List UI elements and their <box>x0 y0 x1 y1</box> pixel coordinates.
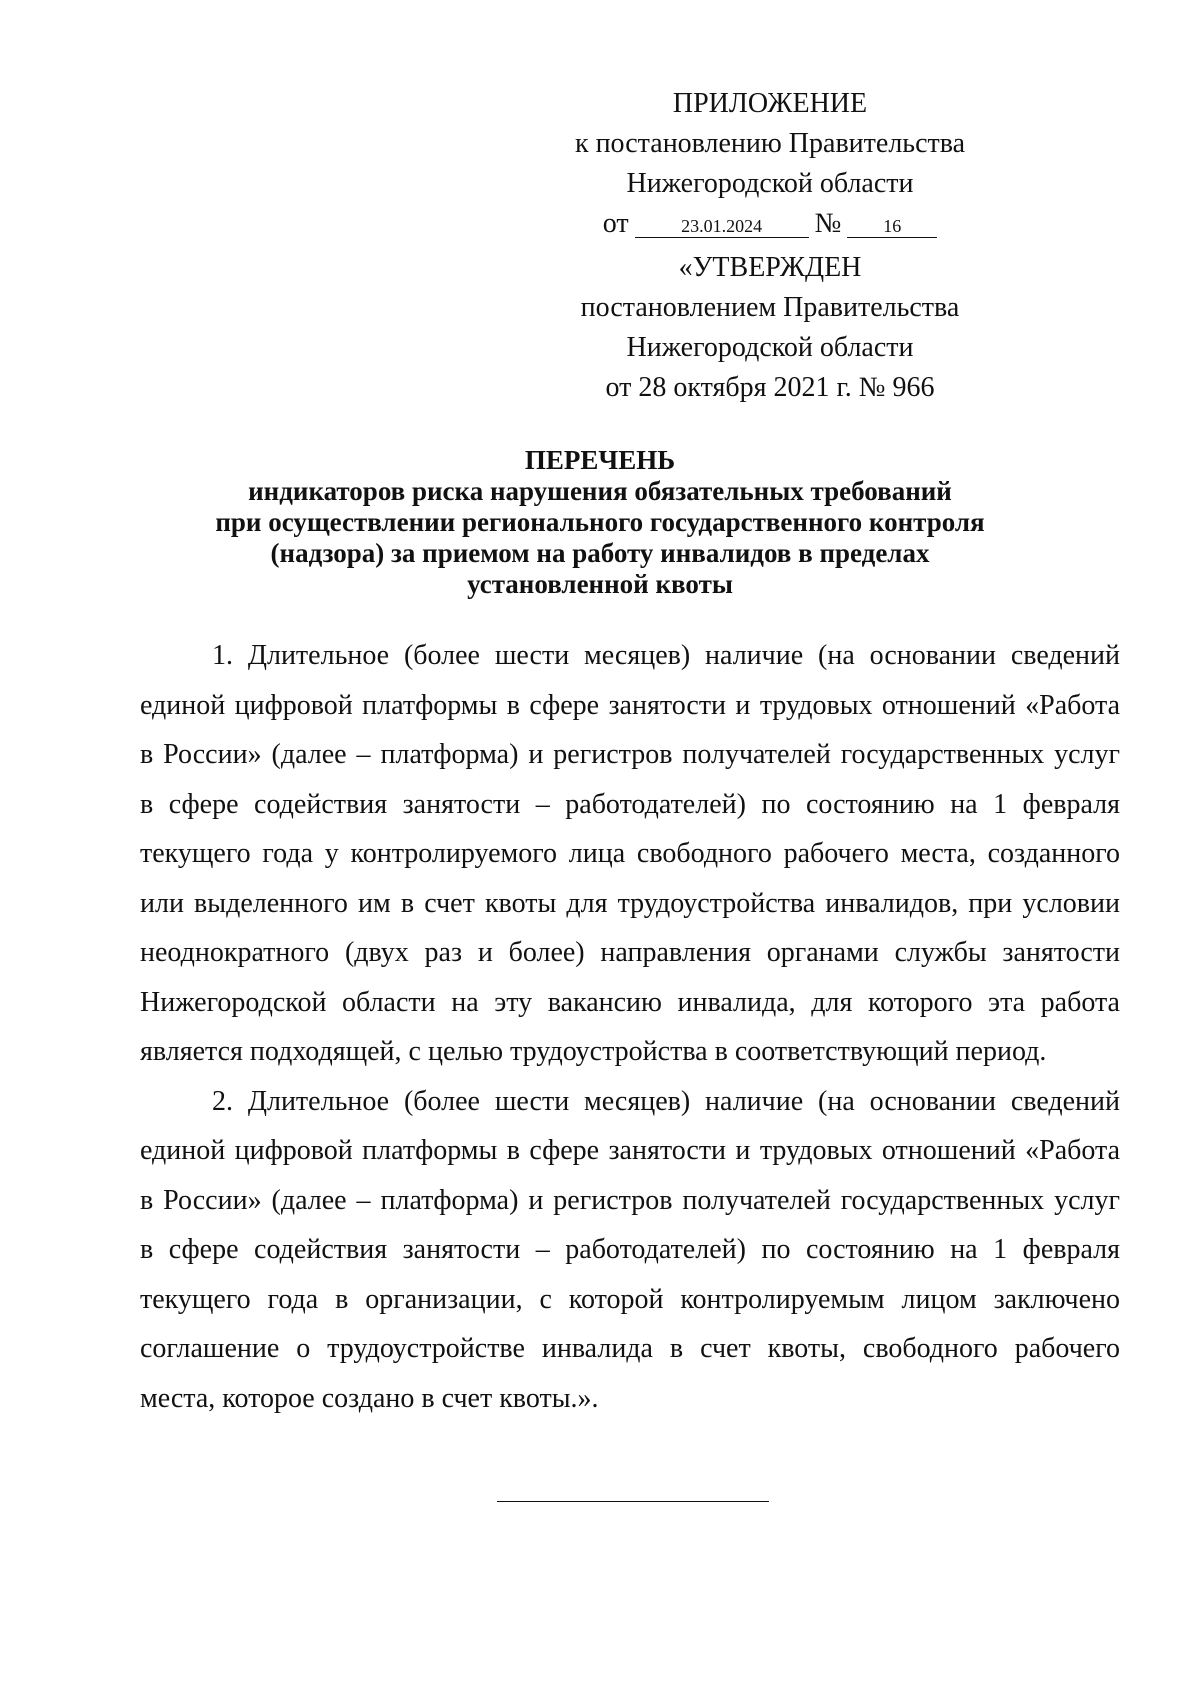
approved-line-3: Нижегородской области <box>626 332 914 363</box>
item-2-line: единой цифровой платформы в сфере занятости и трудовых отношений «Работа <box>140 1135 1120 1166</box>
item-2-line: соглашение о трудоустройстве инвалида в счет квоты, свободного рабочего <box>140 1333 1120 1364</box>
item-1-line: в России» (далее – платформа) и регистров получателей государственных услуг <box>140 739 1120 770</box>
document-heading <box>140 445 1060 600</box>
approved-line-1: «УТВЕРЖДЕН <box>678 252 862 283</box>
item-2-line: 2. Длительное (более шести месяцев) наличие (на основании сведений <box>212 1085 1120 1117</box>
heading-title: ПЕРЕЧЕНЬ <box>524 445 676 475</box>
number-value: 16 <box>847 215 937 238</box>
appendix-title: ПРИЛОЖЕНИЕ <box>672 88 868 119</box>
approved-line-4: от 28 октября 2021 г. № 966 <box>605 372 935 403</box>
item-1-line: единой цифровой платформы в сфере занятости и трудовых отношений «Работа <box>140 689 1120 721</box>
item-1-line: текущего года у контролируемого лица свободного рабочего места, созданного <box>140 838 1120 869</box>
item-2-line: в сфере содействия занятости – работодателей) по состоянию на 1 февраля <box>140 1234 1120 1265</box>
from-label: от <box>602 208 629 239</box>
item-1-line: Нижегородской области на эту вакансию инвалида, для которого эта работа <box>140 986 1120 1018</box>
appendix-block <box>545 84 995 244</box>
item-2-line: текущего года в организации, с которой контролируемым лицом заключено <box>140 1283 1120 1315</box>
document-body <box>140 631 1120 1423</box>
number-sign: № <box>814 208 842 239</box>
appendix-line-1: к постановлению Правительства <box>574 128 966 159</box>
item-2-line: в России» (далее – платформа) и регистров получателей государственных услуг <box>140 1184 1120 1216</box>
heading-line-4: установленной квоты <box>467 569 733 599</box>
heading-line-1: индикаторов риска нарушения обязательных требований <box>248 476 952 506</box>
item-2-line: места, которое создано в счет квоты.». <box>140 1382 599 1414</box>
item-1-line: неоднократного (двух раз и более) направления органами службы занятости <box>140 937 1120 968</box>
approved-line-2: постановлением Правительства <box>580 292 960 323</box>
item-1-line: или выделенного им в счет квоты для трудоустройства инвалидов, при условии <box>140 887 1120 919</box>
appendix-line-2: Нижегородской области <box>626 168 914 199</box>
heading-line-2: при осуществлении регионального государственного контроля <box>215 507 985 537</box>
item-1-line: в сфере содействия занятости – работодателей) по состоянию на 1 февраля <box>140 788 1120 820</box>
appendix-date-line <box>545 204 995 244</box>
approved-block <box>545 248 995 408</box>
heading-line-3: (надзора) за приемом на работу инвалидов в пределах <box>270 538 930 568</box>
item-1-line: является подходящей, с целью трудоустройства в соответствующий период. <box>140 1036 1047 1067</box>
date-value: 23.01.2024 <box>635 215 809 238</box>
item-1 <box>140 631 1120 1077</box>
item-2 <box>140 1077 1120 1424</box>
footer-divider <box>497 1501 769 1502</box>
item-1-line: 1. Длительное (более шести месяцев) наличие (на основании сведений <box>212 640 1120 671</box>
